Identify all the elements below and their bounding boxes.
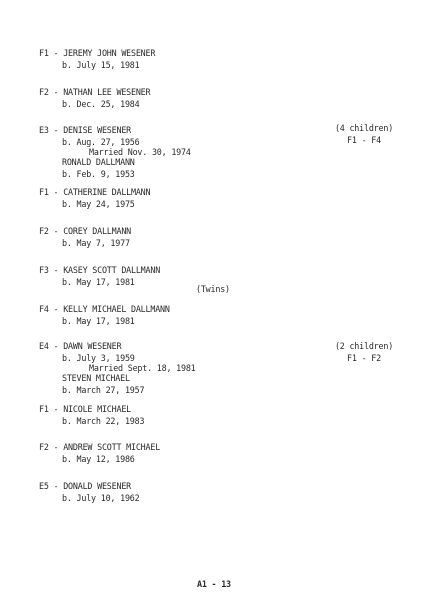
marriage-date: Married Nov. 30, 1974 <box>89 147 191 157</box>
entry-birth: b. May 17, 1981 <box>62 316 135 326</box>
entry-nathan-wesener <box>39 86 399 110</box>
entry-kelly-dallmann <box>39 303 399 327</box>
entry-name: F2 - NATHAN LEE WESENER <box>39 87 151 97</box>
entry-name: F1 - NICOLE MICHAEL <box>39 404 132 414</box>
entry-birth: b. May 7, 1977 <box>62 238 130 248</box>
entry-name: E5 - DONALD WESENER <box>39 481 132 491</box>
entry-name: F2 - ANDREW SCOTT MICHAEL <box>39 442 161 452</box>
entry-birth: b. May 17, 1981 <box>62 277 135 287</box>
page-number: A1 - 13 <box>197 579 231 589</box>
spouse-name: STEVEN MICHAEL <box>62 373 130 383</box>
children-count: (2 children) <box>334 341 394 351</box>
children-count: (4 children) <box>334 123 394 133</box>
denise-children-note <box>334 122 394 146</box>
entry-name: F4 - KELLY MICHAEL DALLMANN <box>39 304 170 314</box>
spouse-birth: b. March 27, 1957 <box>62 385 145 395</box>
entry-name: F2 - COREY DALLMANN <box>39 226 132 236</box>
entry-andrew-michael <box>39 441 399 465</box>
entry-birth: b. July 10, 1962 <box>62 493 140 503</box>
entry-birth: b. May 24, 1975 <box>62 199 135 209</box>
entry-corey-dallmann <box>39 225 399 249</box>
children-range: F1 - F2 <box>347 353 381 363</box>
entry-catherine-dallmann <box>39 186 399 210</box>
entry-name: E4 - DAWN WESENER <box>39 341 122 351</box>
entry-birth: b. Aug. 27, 1956 <box>62 137 140 147</box>
spouse-name: RONALD DALLMANN <box>62 157 135 167</box>
entry-name: F3 - KASEY SCOTT DALLMANN <box>39 265 161 275</box>
entry-birth: b. May 12, 1986 <box>62 454 135 464</box>
entry-birth: b. July 15, 1981 <box>62 60 140 70</box>
spouse-birth: b. Feb. 9, 1953 <box>62 169 135 179</box>
entry-name: E3 - DENISE WESENER <box>39 125 132 135</box>
twins-note: (Twins) <box>196 284 230 294</box>
marriage-date: Married Sept. 18, 1981 <box>89 363 196 373</box>
entry-jeremy-wesener <box>39 47 399 71</box>
entry-donald-wesener <box>39 480 399 504</box>
entry-nicole-michael <box>39 403 399 427</box>
entry-name: F1 - JEREMY JOHN WESENER <box>39 48 156 58</box>
entry-name: F1 - CATHERINE DALLMANN <box>39 187 151 197</box>
entry-birth: b. July 3, 1959 <box>62 353 135 363</box>
dawn-children-note <box>334 340 394 364</box>
children-range: F1 - F4 <box>347 135 381 145</box>
entry-birth: b. March 22, 1983 <box>62 416 145 426</box>
entry-birth: b. Dec. 25, 1984 <box>62 99 140 109</box>
